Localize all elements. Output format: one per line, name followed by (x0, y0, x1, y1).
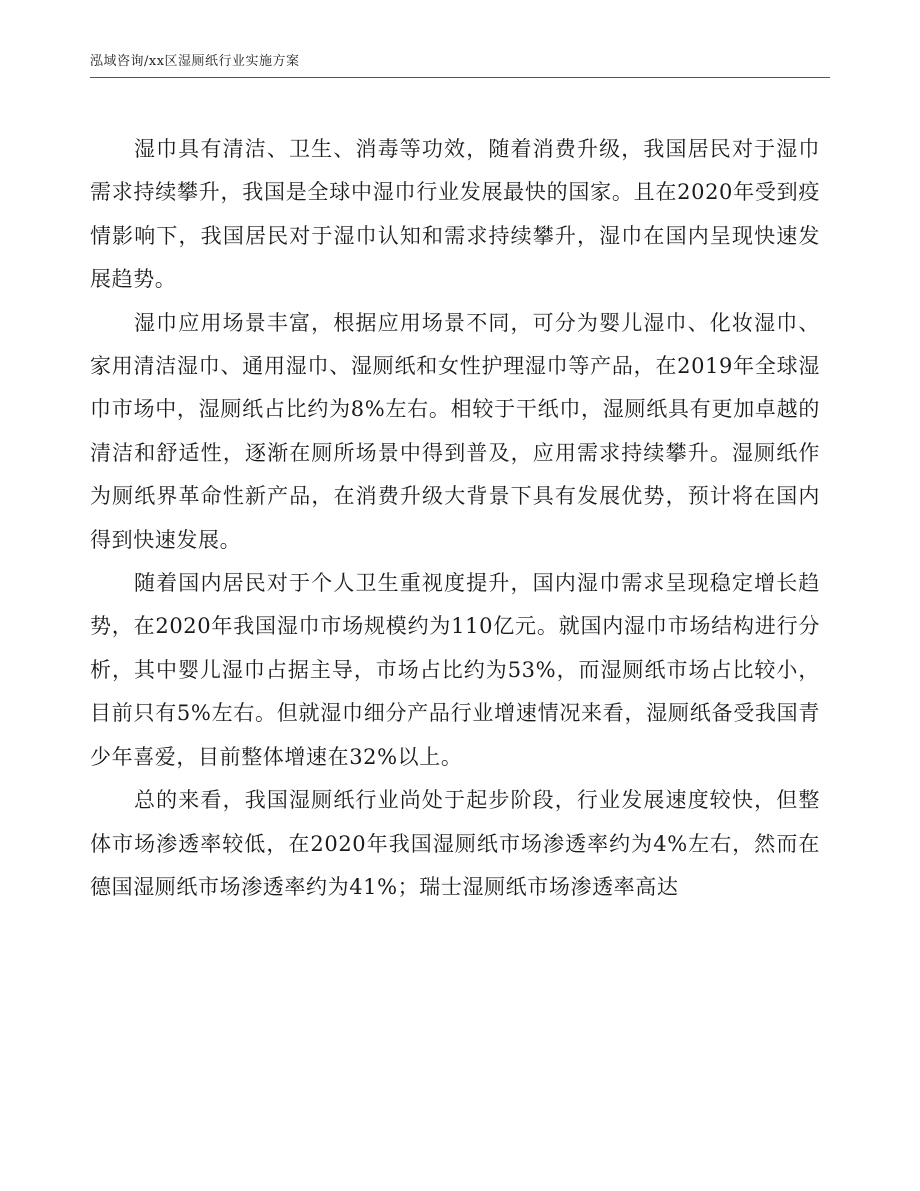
paragraph-market-size: 随着国内居民对于个人卫生重视度提升，国内湿巾需求呈现稳定增长趋势，在2020年我国湿巾市场规模约为110亿元。就国内湿巾市场结构进行分析，其中婴儿湿巾占据主导，市场占比约为53%，而湿厕纸市场占比较小，目前只有5%左右。但就湿巾细分产品行业增速情况来看，湿厕纸备受我国青少年喜爱，目前整体增速在32%以上。 (90, 571, 820, 769)
paragraph-application-scenarios: 湿巾应用场景丰富，根据应用场景不同，可分为婴儿湿巾、化妆湿巾、家用清洁湿巾、通用湿巾、湿厕纸和女性护理湿巾等产品，在2019年全球湿巾市场中，湿厕纸占比约为8%左右。相较于干纸巾，湿厕纸具有更加卓越的清洁和舒适性，逐渐在厕所场景中得到普及，应用需求持续攀升。湿厕纸作为厕纸界革命性新产品，在消费升级大背景下具有发展优势，预计将在国内得到快速发展。 (90, 310, 820, 552)
paragraph-penetration-rate: 总的来看，我国湿厕纸行业尚处于起步阶段，行业发展速度较快，但整体市场渗透率较低，在2020年我国湿厕纸市场渗透率约为4%左右，然而在德国湿厕纸市场渗透率约为41%；瑞士湿厕纸市场渗透率高达 (90, 788, 820, 899)
page-header: 泓域咨询/xx区湿厕纸行业实施方案 (90, 54, 300, 69)
header-divider (90, 77, 830, 78)
document-body (90, 128, 820, 909)
paragraph-wet-wipes-intro: 湿巾具有清洁、卫生、消毒等功效，随着消费升级，我国居民对于湿巾需求持续攀升，我国是全球中湿巾行业发展最快的国家。且在2020年受到疫情影响下，我国居民对于湿巾认知和需求持续攀升，湿巾在国内呈现快速发展趋势。 (90, 137, 820, 292)
